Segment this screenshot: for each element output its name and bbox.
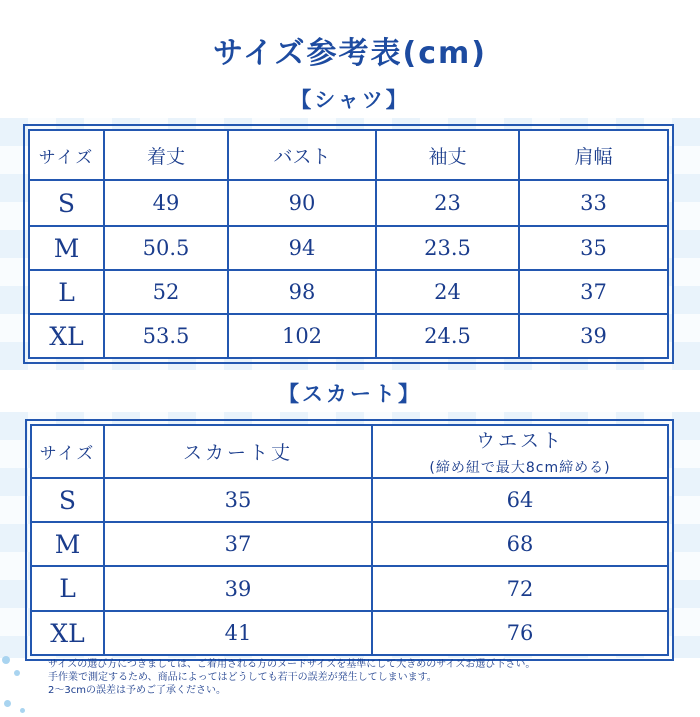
length-value: 52 — [104, 270, 228, 314]
size-label: S — [31, 478, 104, 522]
waist-value: 72 — [372, 566, 668, 611]
size-label: M — [29, 226, 104, 270]
shoulder-value: 35 — [519, 226, 668, 270]
bust-value: 98 — [228, 270, 376, 314]
skirt-length-value: 37 — [104, 522, 372, 566]
skirt-length-value: 41 — [104, 611, 372, 655]
skirt-header-row — [31, 425, 668, 478]
table-row — [31, 611, 668, 655]
size-label: XL — [31, 611, 104, 655]
decorative-dot — [20, 708, 25, 713]
size-label: M — [31, 522, 104, 566]
skirt-length-value: 35 — [104, 478, 372, 522]
table-row — [31, 566, 668, 611]
table-row — [29, 314, 668, 358]
page-title: サイズ参考表(cm) — [212, 36, 488, 71]
size-label: XL — [29, 314, 104, 358]
shoulder-value: 39 — [519, 314, 668, 358]
sleeve-value: 24.5 — [376, 314, 519, 358]
shirt-header-row — [29, 130, 668, 180]
shoulder-value: 37 — [519, 270, 668, 314]
note-line: サイズの選び方につきましては、ご着用される方のヌードサイズを基準にして大きめのサイズお選び下さい。 — [48, 659, 536, 670]
decorative-dot — [14, 670, 20, 676]
skirt-header-waist-cell — [372, 425, 668, 478]
shirt-header-bust: バスト — [228, 130, 376, 180]
bust-value: 94 — [228, 226, 376, 270]
shirt-size-table — [28, 129, 669, 359]
note-line: 手作業で測定するため、商品によってはどうしても若干の誤差が発生してしまいます。 — [48, 672, 437, 683]
shirt-section-title: 【シャツ】 — [290, 88, 410, 112]
skirt-header-length: スカート丈 — [104, 425, 372, 478]
waist-value: 68 — [372, 522, 668, 566]
bust-value: 90 — [228, 180, 376, 226]
waist-note: (締め紐で最大8cm締める) — [429, 460, 611, 476]
note-line: 2〜3cmの誤差は予めご了承ください。 — [48, 685, 226, 696]
table-row — [29, 180, 668, 226]
shirt-header-size: サイズ — [29, 130, 104, 180]
waist-value: 64 — [372, 478, 668, 522]
size-label: L — [31, 566, 104, 611]
length-value: 50.5 — [104, 226, 228, 270]
size-label: S — [29, 180, 104, 226]
decorative-dot — [2, 656, 10, 664]
sleeve-value: 24 — [376, 270, 519, 314]
sleeve-value: 23.5 — [376, 226, 519, 270]
skirt-length-value: 39 — [104, 566, 372, 611]
shoulder-value: 33 — [519, 180, 668, 226]
shirt-header-sleeve: 袖丈 — [376, 130, 519, 180]
length-value: 53.5 — [104, 314, 228, 358]
decorative-dot — [4, 700, 11, 707]
waist-value: 76 — [372, 611, 668, 655]
skirt-header-size: サイズ — [31, 425, 104, 478]
shirt-header-length: 着丈 — [104, 130, 228, 180]
skirt-size-table — [30, 424, 669, 656]
bust-value: 102 — [228, 314, 376, 358]
skirt-section-title: 【スカート】 — [278, 382, 422, 406]
table-row — [31, 522, 668, 566]
table-row — [29, 226, 668, 270]
skirt-header-waist: ウエスト — [475, 430, 564, 452]
table-row — [31, 478, 668, 522]
sleeve-value: 23 — [376, 180, 519, 226]
size-label: L — [29, 270, 104, 314]
shirt-header-shoulder: 肩幅 — [519, 130, 668, 180]
length-value: 49 — [104, 180, 228, 226]
size-notes — [48, 658, 678, 697]
table-row — [29, 270, 668, 314]
